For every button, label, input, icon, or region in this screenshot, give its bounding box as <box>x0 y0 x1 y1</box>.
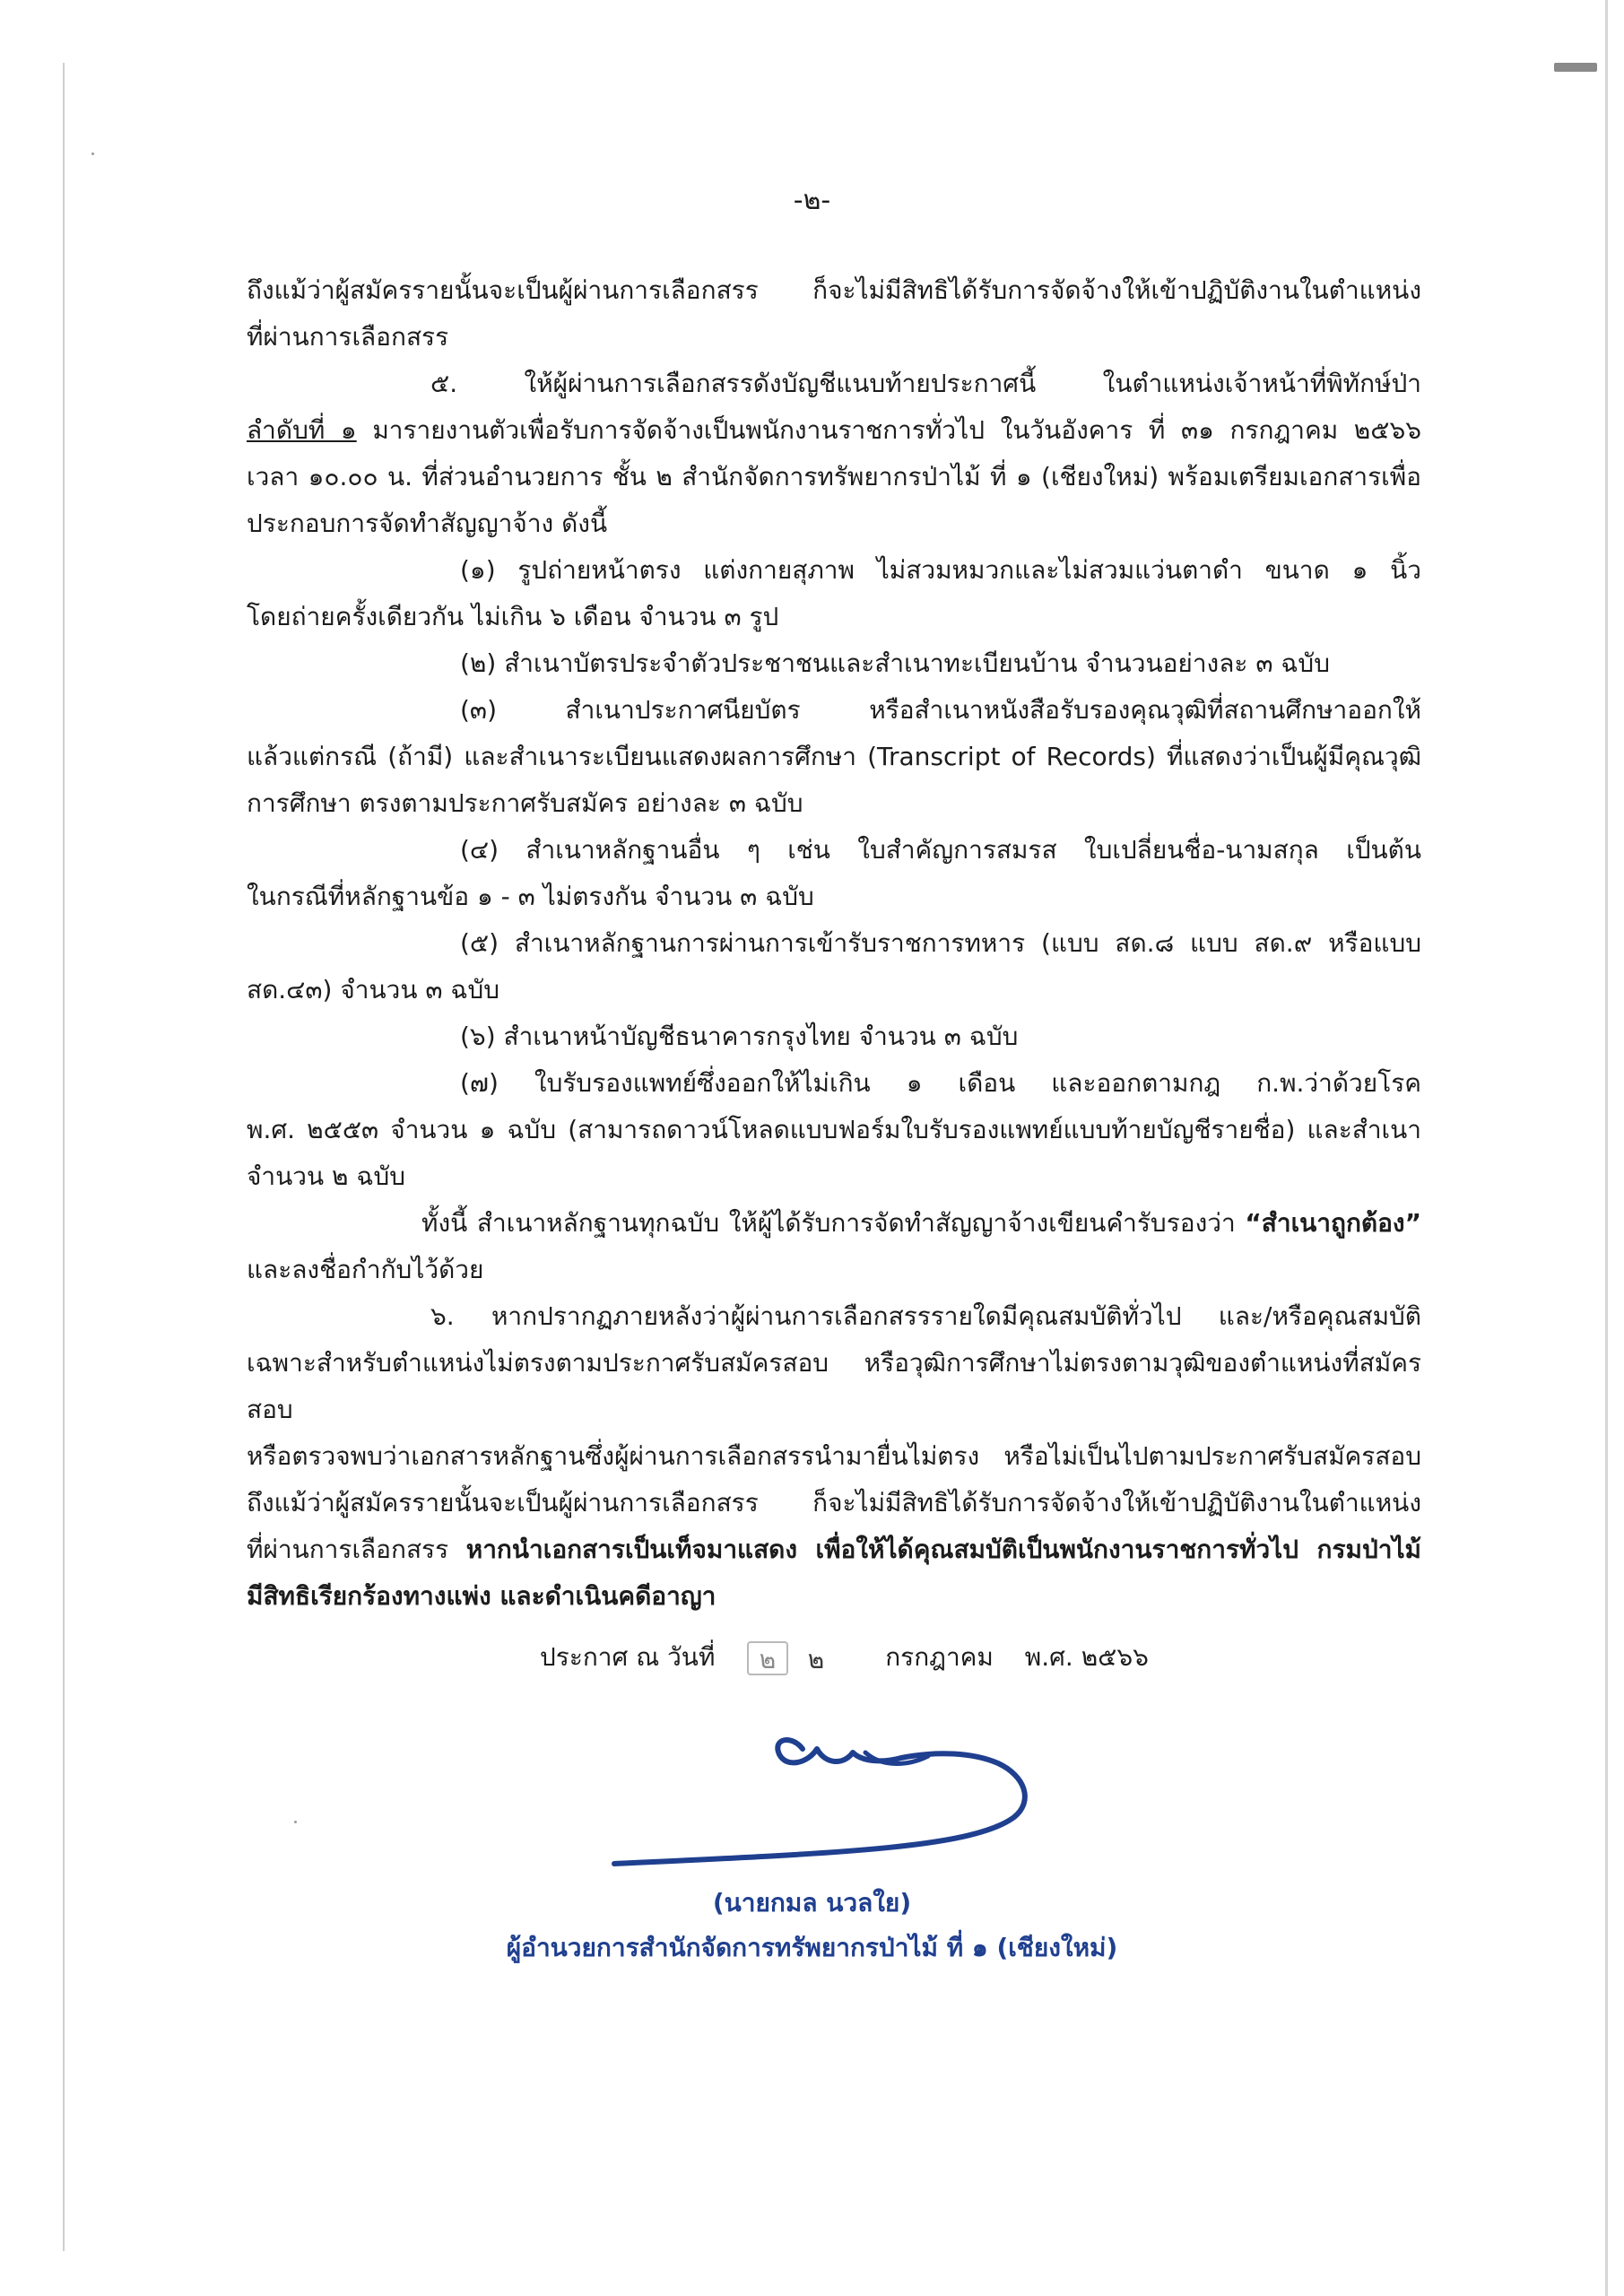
text-line: (๓) สำเนาประกาศนียบัตร หรือสำเนาหนังสือรับรองคุณวุฒิที่สถานศึกษาออกให้ <box>460 695 1421 725</box>
signature <box>596 1729 1063 1873</box>
signer-name: (นายกมล นวลใย) <box>712 1888 912 1918</box>
text-line: ในกรณีที่หลักฐานข้อ ๑ - ๓ ไม่ตรงกัน จำนวน ๓ ฉบับ <box>247 882 814 911</box>
text-line: ๕. ให้ผู้ผ่านการเลือกสรรดังบัญชีแนบท้ายประกาศนี้ ในตำแหน่งเจ้าหน้าที่พิทักษ์ป่า <box>430 369 1421 398</box>
text-line: (๑) รูปถ่ายหน้าตรง แต่งกายสุภาพ ไม่สวมหมวกและไม่สวมแว่นตาดำ ขนาด ๑ นิ้ว <box>460 555 1421 585</box>
text-line: (๕) สำเนาหลักฐานการผ่านการเข้ารับราชการทหาร (แบบ สด.๘ แบบ สด.๙ หรือแบบ <box>460 928 1421 958</box>
scan-dot <box>91 152 94 155</box>
announcement-date <box>540 1638 1149 1677</box>
scan-dot <box>294 1821 297 1823</box>
text-line: เวลา ๑๐.๐๐ น. ที่ส่วนอำนวยการ ชั้น ๒ สำนักจัดการทรัพยากรป่าไม้ ที่ ๑ (เชียงใหม่) พร้อมเตรียมเอกสารเพื่อ <box>247 462 1421 491</box>
text-span: ทั้งนี้ สำเนาหลักฐานทุกฉบับ ให้ผู้ได้รับการจัดทำสัญญาจ้างเขียนคำรับรองว่า <box>421 1208 1246 1238</box>
text-line: (๗) ใบรับรองแพทย์ซึ่งออกให้ไม่เกิน ๑ เดือน และออกตามกฎ ก.พ.ว่าด้วยโรค <box>460 1068 1421 1098</box>
text-line: ๖. หากปรากฏภายหลังว่าผู้ผ่านการเลือกสรรรายใดมีคุณสมบัติทั่วไป และ/หรือคุณสมบัติ <box>430 1301 1421 1331</box>
day-stamp-icon <box>746 1640 854 1676</box>
text-line: การศึกษา ตรงตามประกาศรับสมัคร อย่างละ ๓ ฉบับ <box>247 788 803 818</box>
scan-mark <box>1554 63 1597 72</box>
text-line <box>247 1526 1421 1573</box>
text-span: มารายงานตัวเพื่อรับการจัดจ้างเป็นพนักงานราชการทั่วไป ในวันอังคาร ที่ ๓๑ กรกฎาคม ๒๕๖๖ <box>356 415 1421 445</box>
day-written-digit: ๒ <box>808 1645 825 1674</box>
text-line: แล้วแต่กรณี (ถ้ามี) และสำเนาระเบียนแสดงผลการศึกษา (Transcript of Records) ที่แสดงว่าเป็นผู้มีคุณวุฒิ <box>247 742 1421 771</box>
date-year: พ.ศ. ๒๕๖๖ <box>1024 1642 1149 1672</box>
text-line: ประกอบการจัดทำสัญญาจ้าง ดังนี้ <box>247 509 608 538</box>
text-line <box>247 1200 1421 1247</box>
day-stamp-digit: ๒ <box>760 1645 777 1674</box>
text-line: เฉพาะสำหรับตำแหน่งไม่ตรงตามประกาศรับสมัครสอบ หรือวุฒิการศึกษาไม่ตรงตามวุฒิของตำแหน่งที่สมัครสอบ <box>247 1348 1421 1424</box>
text-line: (๒) สำเนาบัตรประจำตัวประชาชนและสำเนาทะเบียนบ้าน จำนวนอย่างละ ๓ ฉบับ <box>460 648 1330 678</box>
underlined-rank: ลำดับที่ ๑ <box>247 415 357 445</box>
bold-warning: หากนำเอกสารเป็นเท็จมาแสดง เพื่อให้ได้คุณสมบัติเป็นพนักงานราชการทั่วไป กรมป่าไม้ <box>465 1535 1422 1564</box>
text-line: และลงชื่อกำกับไว้ด้วย <box>247 1255 484 1284</box>
certified-copy-phrase: “สำเนาถูกต้อง” <box>1245 1208 1421 1238</box>
text-line: (๔) สำเนาหลักฐานอื่น ๆ เช่น ใบสำคัญการสมรส ใบเปลี่ยนชื่อ-นามสกุล เป็นต้น <box>460 835 1421 865</box>
text-line: สด.๔๓) จำนวน ๓ ฉบับ <box>247 975 500 1004</box>
date-month: กรกฎาคม <box>885 1642 994 1672</box>
date-prefix: ประกาศ ณ วันที่ <box>540 1642 716 1672</box>
text-line: ถึงแม้ว่าผู้สมัครรายนั้นจะเป็นผู้ผ่านการเลือกสรร ก็จะไม่มีสิทธิได้รับการจัดจ้างให้เข้าปฏิบัติงานในตำแหน่ง <box>247 275 1421 305</box>
text-line: ที่ผ่านการเลือกสรร <box>247 322 449 352</box>
text-line: จำนวน ๒ ฉบับ <box>247 1161 406 1191</box>
text-line: พ.ศ. ๒๕๕๓ จำนวน ๑ ฉบับ (สามารถดาวน์โหลดแบบฟอร์มใบรับรองแพทย์แบบท้ายบัญชีรายชื่อ) และสำเนา <box>247 1115 1421 1144</box>
text-span: ที่ผ่านการเลือกสรร <box>247 1535 466 1564</box>
bold-warning: มีสิทธิเรียกร้องทางแพ่ง และดำเนินคดีอาญา <box>247 1581 716 1611</box>
text-line: ถึงแม้ว่าผู้สมัครรายนั้นจะเป็นผู้ผ่านการเลือกสรร ก็จะไม่มีสิทธิได้รับการจัดจ้างให้เข้าปฏิบัติงานในตำแหน่ง <box>247 1488 1421 1518</box>
signer-title: ผู้อำนวยการสำนักจัดการทรัพยากรป่าไม้ ที่ ๑ (เชียงใหม่) <box>506 1933 1118 1962</box>
text-line: หรือตรวจพบว่าเอกสารหลักฐานซึ่งผู้ผ่านการเลือกสรรนำมายื่นไม่ตรง หรือไม่เป็นไปตามประกาศรับสมัครสอบ <box>247 1441 1421 1471</box>
text-line: (๖) สำเนาหน้าบัญชีธนาคารกรุงไทย จำนวน ๓ ฉบับ <box>460 1022 1019 1051</box>
page-number: -๒- <box>793 185 831 216</box>
text-line <box>247 407 1421 454</box>
text-line: โดยถ่ายครั้งเดียวกัน ไม่เกิน ๖ เดือน จำนวน ๓ รูป <box>247 602 779 631</box>
document-body <box>247 267 1421 1620</box>
scan-left-edge <box>63 63 65 2251</box>
